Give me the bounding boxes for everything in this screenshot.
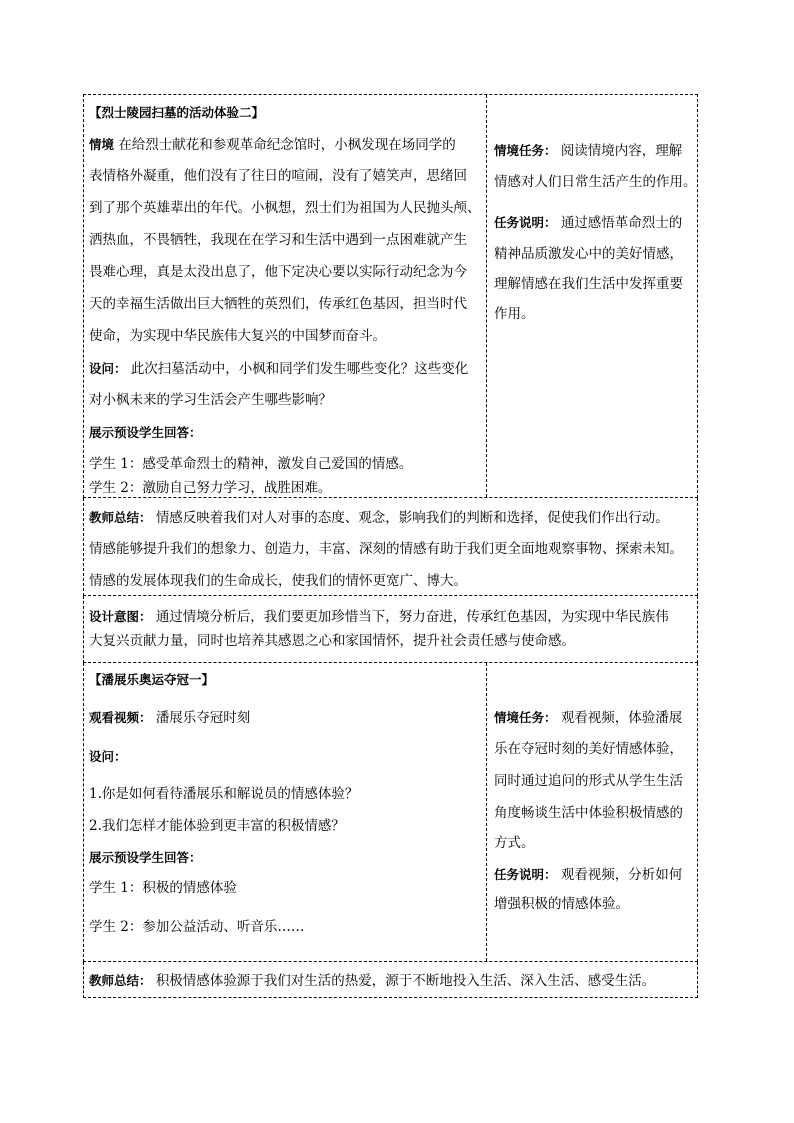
section2-task-line-4: 角度畅谈生活中体验积极情感的 xyxy=(494,805,683,821)
section2-task-line-5: 方式。 xyxy=(494,835,535,851)
section2-answer-2: 学生 2：参加公益活动、听音乐…… xyxy=(89,919,305,935)
scene-line-1: 情境 在给烈士献花和参观革命纪念馆时，小枫发现在场同学的 xyxy=(89,137,456,153)
summary2-label: 教师总结： xyxy=(89,973,152,988)
video-label: 观看视频： xyxy=(89,710,152,725)
task-label: 情境任务： xyxy=(494,143,557,158)
scene-line-4: 洒热血，不畏牺牲，我现在在学习和生活中遇到一点困难就产生 xyxy=(89,232,467,248)
summary1-row xyxy=(83,498,698,596)
section2-answer-1: 学生 1：积极的情感体验 xyxy=(89,880,237,896)
task-line-2: 情感对人们日常生活产生的作用。 xyxy=(494,174,697,190)
question-line-1: 设问： 此次扫墓活动中，小枫和同学们发生哪些变化？这些变化 xyxy=(89,361,469,377)
answers-label: 展示预设学生回答： xyxy=(89,425,202,440)
section2-question-2: 2.我们怎样才能体验到更丰富的积极情感？ xyxy=(89,818,345,834)
explain-label: 任务说明： xyxy=(494,215,557,230)
section2-question-label: 设问： xyxy=(89,749,127,764)
summary1-line-1: 教师总结： 情感反映着我们对人对事的态度、观念，影响我们的判断和选择，促使我们作出行动。 xyxy=(89,510,669,526)
scene-line-5: 畏难心理，真是太没出息了，他下定决心要以实际行动纪念为今 xyxy=(89,264,467,280)
scene-line-2: 表情格外凝重，他们没有了往日的喧闹，没有了嬉笑声，思绪回 xyxy=(89,168,467,184)
design-row xyxy=(83,596,698,663)
section2-explain-line-1: 任务说明： 观看视频，分析如何 xyxy=(494,867,683,883)
section1-title: 【烈士陵园扫墓的活动体验二】 xyxy=(89,105,265,120)
task-line-1: 情境任务： 阅读情境内容，理解 xyxy=(494,143,683,159)
answer-2: 学生 2：激励自己努力学习，战胜困难。 xyxy=(89,480,332,496)
design-line-1: 设计意图： 通过情境分析后，我们要更加珍惜当下，努力奋进，传承红色基因，为实现中华民族伟 xyxy=(89,609,669,625)
section2-right-cell xyxy=(487,663,697,961)
design-label: 设计意图： xyxy=(89,609,152,624)
section2-question-1: 1.你是如何看待潘展乐和解说员的情感体验？ xyxy=(89,786,359,802)
section2-row xyxy=(83,663,698,962)
scene-line-7: 使命，为实现中华民族伟大复兴的中国梦而奋斗。 xyxy=(89,328,386,344)
video-line: 观看视频： 潘展乐夺冠时刻 xyxy=(89,710,251,726)
design-line-2: 大复兴贡献力量，同时也培养其感恩之心和家国情怀，提升社会责任感与使命感。 xyxy=(89,633,575,649)
section2-left-cell xyxy=(84,663,487,961)
section1-row xyxy=(83,94,698,498)
summary2-row xyxy=(83,962,698,998)
summary2-line: 教师总结： 积极情感体验源于我们对生活的热爱，源于不断地投入生活、深入生活、感受生活。 xyxy=(89,973,656,989)
section2-title: 【潘展乐奥运夺冠一】 xyxy=(89,672,215,687)
summary1-line-3: 情感的发展体现我们的生命成长，使我们的情怀更宽广、博大。 xyxy=(89,573,467,589)
section2-task-line-1: 情境任务： 观看视频，体验潘展 xyxy=(494,710,683,726)
section2-task-line-2: 乐在夺冠时刻的美好情感体验， xyxy=(494,741,683,757)
section1-left-cell xyxy=(84,95,487,497)
section2-explain-line-2: 增强积极的情感体验。 xyxy=(494,896,629,912)
section2-task-line-3: 同时通过追问的形式从学生生活 xyxy=(494,773,683,789)
explain-line-2: 精神品质激发心中的美好情感， xyxy=(494,246,683,262)
summary1-line-2: 情感能够提升我们的想象力、创造力，丰富、深刻的情感有助于我们更全面地观察事物、探索未知。 xyxy=(89,541,683,557)
answer-1: 学生 1：感受革命烈士的精神，激发自己爱国的情感。 xyxy=(89,456,413,472)
explain-line-3: 理解情感在我们生活中发挥重要 xyxy=(494,276,683,292)
scene-label: 情境 xyxy=(89,137,115,152)
explain-line-4: 作用。 xyxy=(494,306,535,322)
summary1-label: 教师总结： xyxy=(89,510,152,525)
scene-line-6: 天的幸福生活做出巨大牺牲的英烈们，传承红色基因，担当时代 xyxy=(89,296,467,312)
question-line-2: 对小枫未来的学习生活会产生哪些影响？ xyxy=(89,392,332,408)
section2-explain-label: 任务说明： xyxy=(494,867,557,882)
section2-answers-label: 展示预设学生回答： xyxy=(89,850,202,865)
section2-task-label: 情境任务： xyxy=(494,710,557,725)
explain-line-1: 任务说明： 通过感悟革命烈士的 xyxy=(494,215,683,231)
lesson-table xyxy=(83,94,698,1003)
scene-line-3: 到了那个英雄辈出的年代。小枫想，烈士们为祖国为人民抛头颅、 xyxy=(89,200,481,216)
section1-right-cell xyxy=(487,95,697,497)
question-label: 设问： xyxy=(89,361,127,376)
